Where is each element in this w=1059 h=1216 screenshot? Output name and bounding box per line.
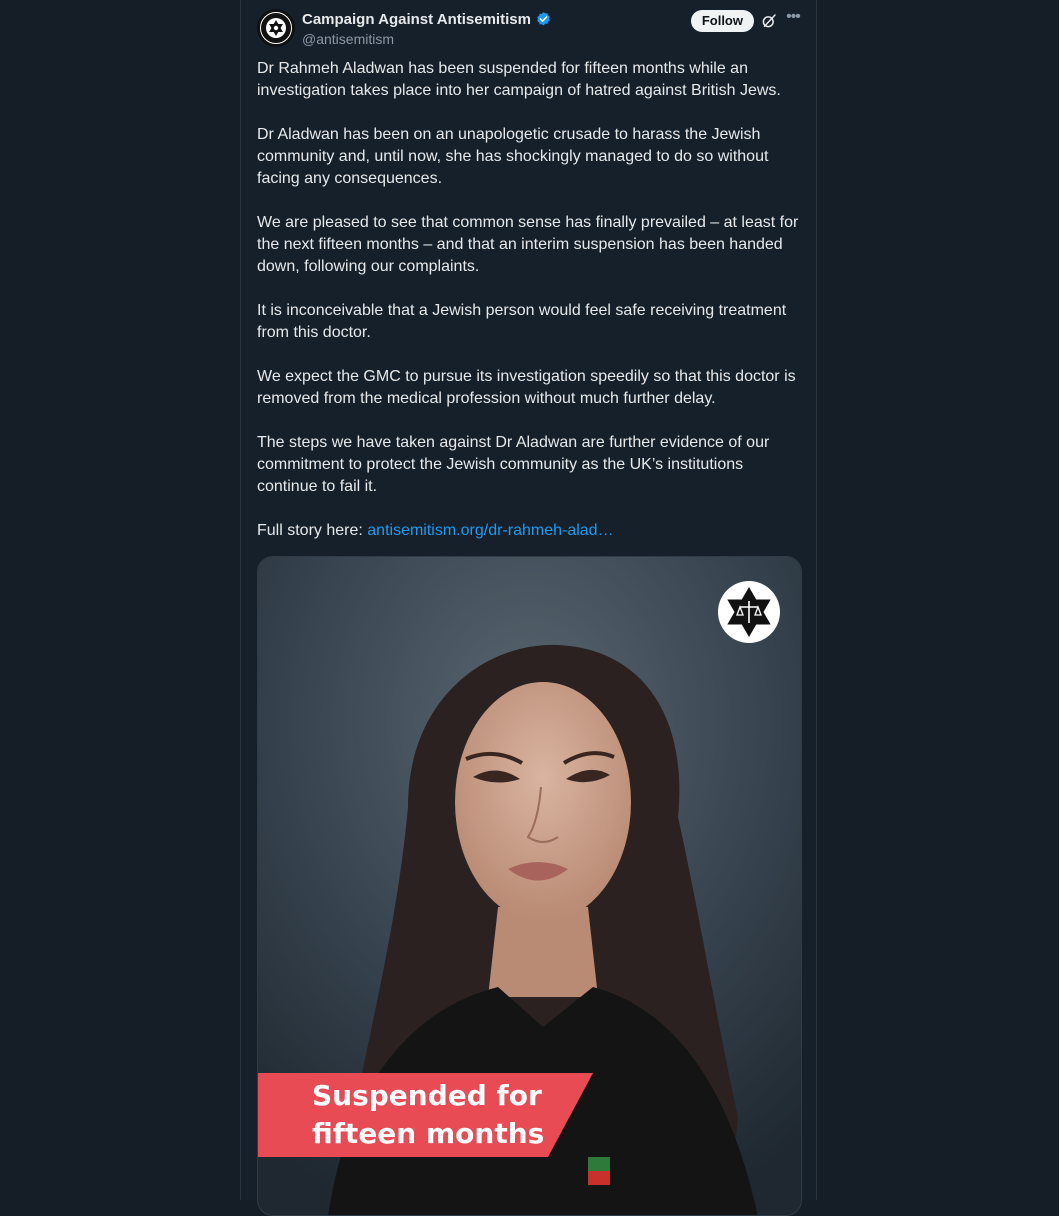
story-link[interactable]: antisemitism.org/dr-rahmeh-alad… bbox=[367, 522, 614, 539]
tweet[interactable] bbox=[257, 8, 802, 1150]
verified-badge-icon bbox=[535, 11, 552, 28]
banner-line-2: fifteen months bbox=[312, 1117, 545, 1150]
tweet-paragraph: Dr Aladwan has been on an unapologetic crusade to harass the Jewish community and, until now, she has shockingly managed to do so without facing any consequences. bbox=[257, 126, 769, 187]
tweet-paragraph: It is inconceivable that a Jewish person would feel safe receiving treatment from this doctor. bbox=[257, 302, 787, 341]
tweet-paragraph: We are pleased to see that common sense has finally prevailed – at least for the next fifteen months – and that an interim suspension has been handed down, following our complaints. bbox=[257, 214, 799, 275]
grok-icon[interactable] bbox=[760, 12, 778, 30]
author-block bbox=[302, 8, 552, 47]
display-name[interactable]: Campaign Against Antisemitism bbox=[302, 10, 531, 28]
caa-logo-badge bbox=[718, 581, 780, 643]
link-prefix: Full story here: bbox=[257, 522, 368, 539]
avatar[interactable] bbox=[257, 9, 295, 47]
media-card[interactable] bbox=[257, 556, 802, 1216]
tweet-paragraph: The steps we have taken against Dr Aladwan are further evidence of our commitment to protect the Jewish community as the UK’s institutions continue to fail it. bbox=[257, 434, 770, 495]
handle[interactable]: @antisemitism bbox=[302, 31, 395, 47]
tweet-header bbox=[257, 8, 802, 48]
tweet-text bbox=[257, 58, 802, 564]
more-options-icon[interactable]: ••• bbox=[786, 8, 800, 25]
timeline-column bbox=[240, 0, 817, 1200]
tweet-paragraph: We expect the GMC to pursue its investigation speedily so that this doctor is removed from the medical profession without much further delay. bbox=[257, 368, 796, 407]
tweet-paragraph: Dr Rahmeh Aladwan has been suspended for fifteen months while an investigation takes place into her campaign of hatred against British Jews. bbox=[257, 60, 781, 99]
follow-button[interactable]: Follow bbox=[691, 10, 754, 32]
banner-line-1: Suspended for bbox=[312, 1079, 542, 1112]
full-story-line bbox=[257, 520, 802, 542]
suspension-banner bbox=[258, 1073, 593, 1157]
